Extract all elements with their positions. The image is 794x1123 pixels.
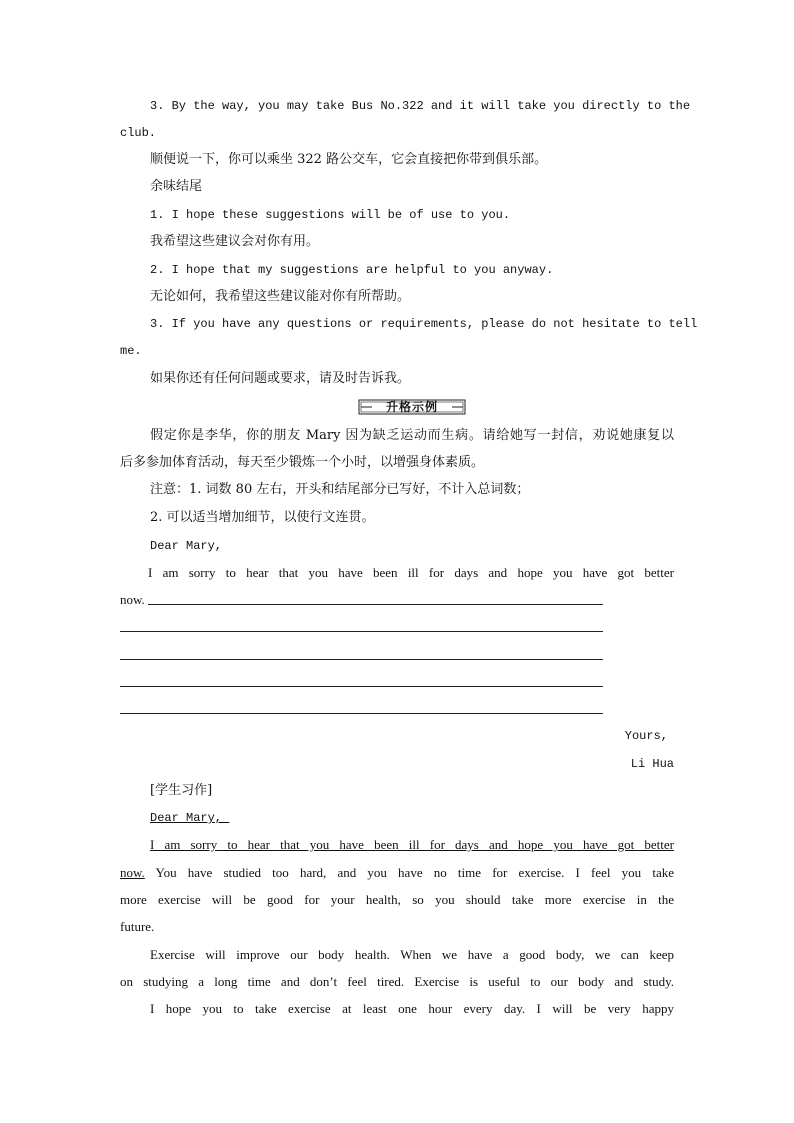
task-opening-line1: I am sorry to hear that you have been ill for days and hope you have got better [148,565,674,580]
ending-2-chinese: 无论如何，我希望这些建议能对你有所帮助。 [150,289,411,304]
task-prompt-line1: 假定你是李华，你的朋友 Mary 因为缺乏运动而生病。请给她写一封信，劝说她康复以 [150,428,674,443]
ending-1-chinese: 我希望这些建议会对你有用。 [150,234,320,249]
student-greeting [120,809,674,827]
answer-line-2[interactable] [120,631,603,632]
student-draft-label: [学生习作] [150,783,213,798]
student-p1-line2-rest: You have studied too hard, and you have no time for exercise. I feel you take [144,865,674,880]
ending-3-english-line2: me. [120,344,142,358]
section-badge [358,399,466,415]
ending-heading: 余味结尾 [150,179,203,194]
student-p1-line2 [120,864,674,882]
task-opening-line2: now. [120,592,145,607]
answer-line-5[interactable] [120,713,603,714]
answer-line-3[interactable] [120,659,603,660]
task-prompt-line2: 后多参加体育活动，每天至少锻炼一个小时，以增强身体素质。 [120,455,485,470]
task-signature: Li Hua [630,757,674,771]
answer-line-4[interactable] [120,686,603,687]
ending-3-chinese: 如果你还有任何问题或要求，请及时告诉我。 [150,371,411,386]
student-greeting-trailing-space [222,811,229,825]
transition-3-english-line2: club. [120,126,157,140]
student-greeting-text: Dear Mary, [150,811,223,825]
task-note-line1: 注意：1. 词数 80 左右，开头和结尾部分已写好，不计入总词数； [150,482,530,497]
student-p1-line4: future. [120,919,155,934]
ending-2-english: 2. I hope that my suggestions are helpful to you anyway. [150,263,554,277]
student-p2-line1: Exercise will improve our body health. When we have a good body, we can keep [150,947,674,962]
transition-3-chinese: 顺便说一下，你可以乘坐 322 路公交车，它会直接把你带到俱乐部。 [150,152,548,167]
answer-line-1[interactable] [148,604,603,605]
student-p2-line2: on studying a long time and don’t feel tired. Exercise is useful to our body and study. [120,974,674,989]
task-greeting: Dear Mary, [150,539,223,553]
task-note-line2: 2. 可以适当增加细节，以使行文连贯。 [150,510,375,525]
student-p1-line3: more exercise will be good for your health, so you should take more exercise in the [120,892,674,907]
section-badge-label: 升格示例 [385,400,438,414]
transition-3-english-line1: 3. By the way, you may take Bus No.322 and it will take you directly to the [150,99,691,113]
student-p1-line2-underlined: now. [120,865,145,880]
ending-3-english-line1: 3. If you have any questions or requirements, please do not hesitate to tell [150,317,698,331]
student-p3-line1: I hope you to take exercise at least one hour every day. I will be very happy [150,1001,674,1016]
student-p1-line1: I am sorry to hear that you have been ill for days and hope you have got better [150,837,674,852]
task-closing: Yours, [624,729,668,743]
ending-1-english: 1. I hope these suggestions will be of use to you. [150,208,511,222]
